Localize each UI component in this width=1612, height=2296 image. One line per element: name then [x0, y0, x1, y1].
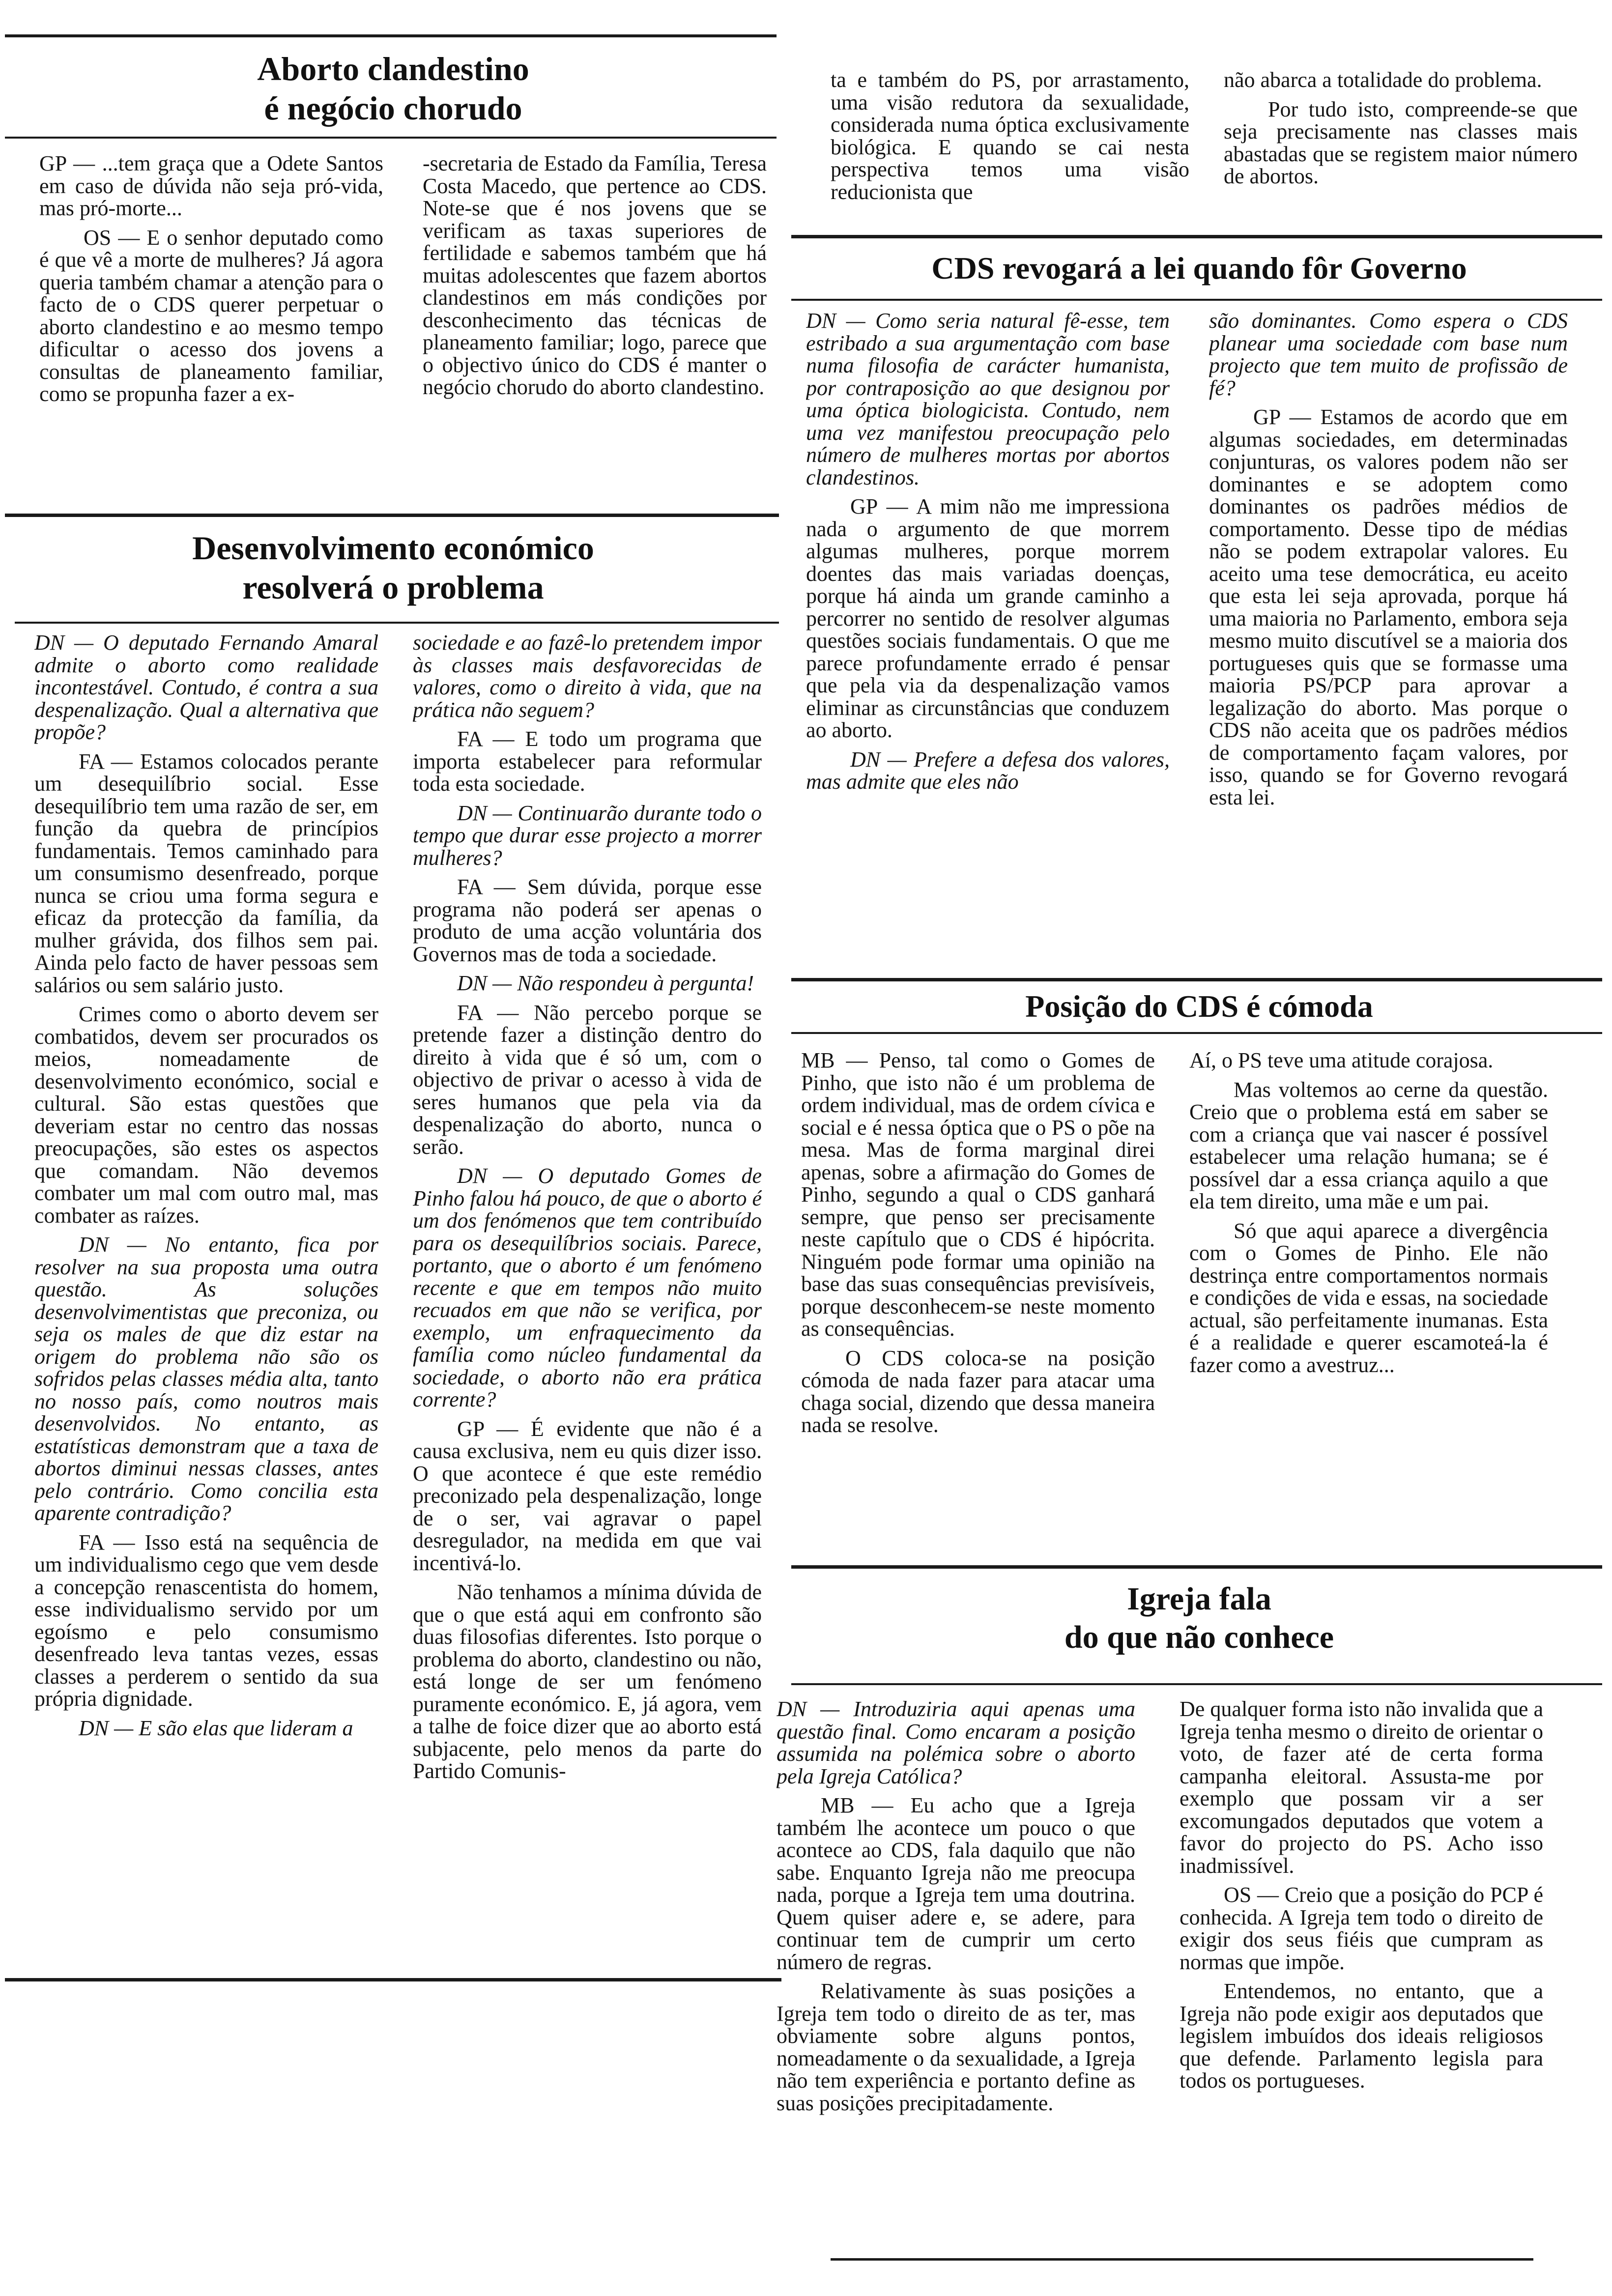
rule-between-articles-1-2: [5, 514, 779, 517]
headline-line-1: Igreja fala: [1127, 1581, 1271, 1617]
posicao-column-2: [1189, 1049, 1548, 1560]
paragraph: FA — Isso está na sequência de um individualismo cego que vem desde a concepção renascentista do homem, esse individualismo servido por um egoísmo e pelo consumismo desenfreado leva tantas vezes, essas classes a perderem o sentido da sua própria dignidade.: [34, 1530, 378, 1711]
rule-top-left: [5, 34, 777, 37]
igreja-column-1: [777, 1698, 1135, 2253]
rule-under-igreja: [791, 1683, 1602, 1685]
paragraph: -secretaria de Estado da Família, Teresa Costa Macedo, que pertence ao CDS. Note-se que é nos jovens que se verificam as taxas superiores de fertilidade e sabemos também que há muitas adolescentes que fazem abortos clandestinos em más condições por desconhecimento das técnicas de planeamento familiar; logo, parece que o objectivo único do CDS é manter o negócio chorudo do aborto clandestino.: [423, 152, 767, 399]
paragraph: MB — Penso, tal como o Gomes de Pinho, que isto não é um problema de ordem individual, mas de ordem cívica e social e é nessa óptica que o PS o põe na mesa. Mas de forma marginal direi apenas, sobre a afirmação do Gomes de Pinho, segundo a qual o CDS ganhará sempre, que penso ser precisamente neste capítulo que o CDS é hipócrita. Ninguém pode formar uma opinião na base das suas consequências previsíveis, porque desconhecem-se neste momento as consequências.: [801, 1049, 1155, 1341]
paragraph: FA — Sem dúvida, porque esse programa não poderá ser apenas o produto de uma acção voluntária dos Governos mas de toda a sociedade.: [413, 875, 762, 966]
paragraph: DN — No entanto, fica por resolver na sua proposta uma outra questão. As soluções desenvolvimentistas que preconiza, ou seja os males de que diz estar na origem do problema não são os sofridos pelas classes média alta, tanto no nosso país, como noutros mais desenvolvidos. No entanto, as estatísticas demonstram que a taxa de abortos diminui nessas classes, antes pelo contrário. Como concilia esta aparente contradição?: [34, 1233, 378, 1525]
paragraph: DN — Não respondeu à pergunta!: [457, 971, 754, 995]
headline-line-2: resolverá o problema: [242, 569, 544, 606]
paragraph: De qualquer forma isto não invalida que a Igreja tenha mesmo o direito de orientar o voto, de fazer até de certa forma campanha eleitoral. Assusta-me por exemplo que possam vir a ser excomungados deputados que votem a favor do projecto do PS. Acho isso inadmissível.: [1180, 1698, 1543, 1878]
paragraph: DN — Continuarão durante todo o tempo que durar esse projecto a morrer mulheres?: [413, 801, 762, 870]
headline-cds-revogara: [826, 250, 1573, 287]
paragraph: Só que aqui aparece a divergência com o Gomes de Pinho. Ele não destrinça entre comportamentos normais e condições de vida e essas, na sociedade actual, são perfeitamente inumanas. Esta é a realidade e querer escamoteá-la é fazer como a avestruz...: [1189, 1218, 1548, 1377]
paragraph: sociedade e ao fazê-lo pretendem impor às classes mais desfavorecidas de valores, como o direito à vida, que na prática não seguem?: [413, 631, 762, 722]
headline-line-1: CDS revogará a lei quando fôr Governo: [931, 251, 1467, 286]
paragraph: DN — Como seria natural fê-esse, tem estribado a sua argumentação com base numa filosofia de carácter humanista, por contraposição ao que designou por uma óptica biologicista. Contudo, nem uma vez manifestou preocupação pelo número de mulheres mortas por abortos clandestinos.: [806, 310, 1170, 489]
paragraph: DN — E são elas que lideram a: [79, 1716, 353, 1740]
paragraph: Aí, o PS teve uma atitude corajosa.: [1189, 1049, 1494, 1072]
paragraph: não abarca a totalidade do problema.: [1224, 69, 1542, 92]
rule-bottom-right: [831, 2258, 1533, 2261]
headline-line-1: Aborto clandestino: [257, 50, 529, 87]
headline-aborto-clandestino: [147, 49, 639, 128]
paragraph: Relativamente às suas posições a Igreja tem todo o direito de as ter, mas obviamente sobre alguns pontos, nomeadamente o da sexualidade, a Igreja não tem experiência e portanto define as suas posições precipitadamente.: [777, 1979, 1135, 2115]
rule-under-cds-headline: [791, 299, 1602, 301]
paragraph: FA — E todo um programa que importa estabelecer para reformular toda esta sociedade.: [413, 727, 762, 796]
headline-posicao-cds: [826, 988, 1573, 1025]
paragraph: DN — Prefere a defesa dos valores, mas admite que eles não: [806, 747, 1170, 794]
continuation-column-2: [1224, 69, 1578, 226]
rule-under-headline-1: [5, 137, 777, 139]
rule-bottom-left: [5, 1978, 781, 1981]
headline-line-1: Desenvolvimento económico: [192, 529, 594, 567]
article-1-column-2: [423, 152, 767, 496]
article-2-column-1: [34, 631, 378, 1958]
paragraph: OS — Creio que a posição do PCP é conhecida. A Igreja tem todo o direito de exigir dos seus fiéis que cumpram as normas que impõe.: [1180, 1883, 1543, 1974]
paragraph: O CDS coloca-se na posição cómoda de nada fazer para atacar uma chaga social, dizendo que dessa maneira nada se resolve.: [801, 1346, 1155, 1437]
headline-line-2: é negócio chorudo: [264, 89, 522, 127]
paragraph: GP — A mim não me impressiona nada o argumento de que morrem algumas mulheres, porque morrem doentes das mais variadas doenças, porque há ainda um grande caminho a percorrer no sentido de resolver algumas questões sociais fundamentais. O que me parece profundamente errado é pensar que pela via da despenalização vamos eliminar as circunstâncias que conduzem ao aborto.: [806, 494, 1170, 742]
headline-desenvolvimento: [98, 528, 688, 607]
paragraph: ta e também do PS, por arrastamento, uma visão redutora da sexualidade, considerada numa óptica exclusivamente biológica. E quando se cai nesta perspectiva temos uma visão reducionista que: [831, 69, 1189, 204]
paragraph: DN — O deputado Gomes de Pinho falou há pouco, de que o aborto é um dos fenómenos que tem contribuído para os desequilíbrios sociais. Parece, portanto, que o aborto é um fenómeno recente e que em tempos não muito recuados em que não se verifica, por exemplo, um enfraquecimento da família como núcleo fundamental da sociedade, o aborto não era prática corrente?: [413, 1164, 762, 1411]
paragraph: FA — Não percebo porque se pretende fazer a distinção dentro do direito à vida que é só um, com o objectivo de privar o acesso à vida de seres humanos que pela via da despenalização do aborto, nunca o serão.: [413, 1000, 762, 1159]
rule-under-headline-2: [15, 622, 779, 624]
paragraph: Entendemos, no entanto, que a Igreja não pode exigir aos deputados que legislem imbuídos dos ideais religiosos que defende. Parlamento legisla para todos os portugueses.: [1180, 1979, 1543, 2093]
cds-revogara-column-2: [1209, 310, 1568, 968]
cds-revogara-column-1: [806, 310, 1170, 968]
paragraph: GP — É evidente que não é a causa exclusiva, nem eu quis dizer isso. O que acontece é que este remédio preconizado pela despenalização, longe de o ser, vai agravar o papel desregulador, na medida em que vai incentivá-lo.: [413, 1416, 762, 1575]
article-2-column-2: [413, 631, 762, 1958]
paragraph: DN — O deputado Fernando Amaral admite o aborto como realidade incontestável. Contudo, é contra a sua despenalização. Qual a alternativa que propõe?: [34, 631, 378, 744]
igreja-column-2: [1180, 1698, 1543, 2253]
article-1-column-1: [39, 152, 383, 496]
paragraph: Mas voltemos ao cerne da questão. Creio que o problema está em saber se com a criança que vai nascer é possível estabelecer uma relação humana; se é possível dar a essa criança aquilo a que ela tem direito, uma mãe e um pai.: [1189, 1077, 1548, 1213]
headline-line-1: Posição do CDS é cómoda: [1025, 989, 1373, 1024]
posicao-column-1: [801, 1049, 1155, 1560]
paragraph: FA — Estamos colocados perante um desequilíbrio social. Esse desequilíbrio tem uma razão de ser, em função da quebra de princípios fundamentais. Temos caminhado para um consumismo desenfreado, porque nunca se criou uma forma segura e eficaz da protecção da família, da mulher grávida, dos filhos sem pai. Ainda pelo facto de haver pessoas sem salários ou sem salário justo.: [34, 749, 378, 997]
paragraph: Crimes como o aborto devem ser combatidos, devem ser procurados os meios, nomeadamente de desenvolvimento económico, social e cultural. São estas questões que deveriam estar no centro das nossas preocupações, são estes os aspectos que comandam. Não devemos combater um mal com outro mal, mas combater as raízes.: [34, 1002, 378, 1228]
rule-above-cds-headline: [791, 235, 1602, 238]
paragraph: GP — ...tem graça que a Odete Santos em caso de dúvida não seja pró-vida, mas pró-morte...: [39, 152, 383, 220]
rule-under-cds-comoda: [791, 1032, 1602, 1034]
paragraph: GP — Estamos de acordo que em algumas sociedades, em determinadas conjunturas, os valores podem não ser dominantes e se adoptem como dominantes os padrões médios de comportamento. Desse tipo de médias não se podem extrapolar valores. Eu aceito uma tese democrática, eu aceito que esta lei seja aprovada, porque há uma maioria no Parlamento, embora seja mesmo muito discutível se a maioria dos portugueses quis que se formasse uma maioria PS/PCP para aprovar a legalização do aborto. Mas porque o CDS não aceita que os padrões médios de comportamento façam valores, por isso, quando se for Governo revogará esta lei.: [1209, 405, 1568, 809]
continuation-column-1: [831, 69, 1189, 226]
paragraph: são dominantes. Como espera o CDS planear uma sociedade com base num projecto que tem muito de profissão de fé?: [1209, 310, 1568, 400]
paragraph: OS — E o senhor deputado como é que vê a morte de mulheres? Já agora queria também chamar a atenção para o facto de o CDS querer perpetuar o aborto clandestino e ao mesmo tempo dificultar o acesso dos jovens a consultas de planeamento familiar, como se propunha fazer a ex-: [39, 225, 383, 406]
paragraph: Por tudo isto, compreende-se que seja precisamente nas classes mais abastadas que se registem maior número de abortos.: [1224, 97, 1578, 188]
paragraph: MB — Eu acho que a Igreja também lhe acontece um pouco o que acontece ao CDS, fala daquilo que não sabe. Enquanto Igreja não me preocupa nada, porque a Igreja tem uma doutrina. Quem quiser adere e, se adere, para continuar tem de cumprir um certo número de regras.: [777, 1793, 1135, 1974]
rule-above-igreja: [791, 1565, 1602, 1569]
headline-igreja-fala: [826, 1580, 1573, 1657]
headline-line-2: do que não conhece: [1064, 1619, 1334, 1655]
rule-above-cds-comoda: [791, 978, 1602, 981]
paragraph: DN — Introduziria aqui apenas uma questão final. Como encaram a posição assumida na polémica sobre o aborto pela Igreja Católica?: [777, 1698, 1135, 1788]
paragraph: Não tenhamos a mínima dúvida de que o que está aqui em confronto são duas filosofias diferentes. Isto porque o problema do aborto, clandestino ou não, está longe de ser um fenómeno puramente económico. E, já agora, vem a talhe de foice dizer que ao aborto está subjacente, pelo menos da parte do Partido Comunis-: [413, 1580, 762, 1783]
